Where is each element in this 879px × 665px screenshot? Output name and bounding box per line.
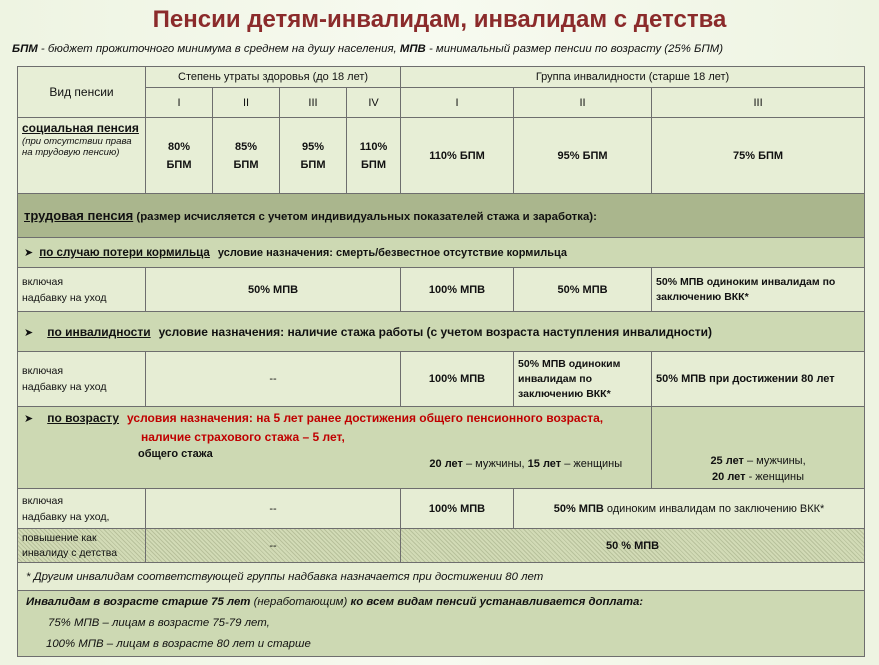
age-condition-2: наличие страхового стажа – 5 лет, (141, 430, 345, 444)
age-care-label (18, 489, 146, 529)
age-raise-row (18, 529, 865, 563)
social-group-2: 95% БПМ (514, 118, 652, 194)
breadwinner-deg: 50% МПВ (146, 268, 401, 312)
header-group: Группа инвалидности (старше 18 лет) (401, 67, 865, 88)
extra-line-1 (26, 592, 860, 613)
social-deg-2 (213, 118, 280, 194)
age-care-g23-bold: 50% МПВ (553, 502, 604, 515)
social-deg-3 (280, 118, 347, 194)
bpm-text: - бюджет прожиточного минимума в среднем на душу населения, (37, 43, 400, 55)
disability-g1: 100% МПВ (401, 352, 514, 407)
extra-line-3: 100% МПВ – лицам в возрасте 80 лет и старше (46, 638, 311, 650)
disability-care-l1: включая (22, 365, 64, 377)
age-raise-label (18, 529, 146, 563)
disability-care-l2: надбавку на уход (22, 381, 107, 393)
age-care-row (18, 489, 865, 529)
age-general-exp: общего стажа (138, 448, 213, 460)
extra-payment-cell (18, 591, 865, 657)
page-title: Пенсии детям-инвалидам, инвалидам с детства (152, 6, 727, 33)
age-exp-g12-b2: 15 лет (527, 458, 562, 470)
age-exp-g12-r2: – женщины (561, 458, 623, 470)
age-condition-1: условия назначения: на 5 лет ранее достижения общего пенсионного возраста, (127, 411, 604, 425)
social-deg-3-unit: БПМ (300, 158, 326, 171)
age-exp-g12-b1: 20 лет (429, 458, 463, 470)
social-group-3: 75% БПМ (652, 118, 865, 194)
social-deg-1 (146, 118, 213, 194)
age-raise-l1: повышение как (22, 531, 97, 544)
disability-care-label (18, 352, 146, 407)
bpm-abbr: БПМ (12, 43, 38, 55)
breadwinner-care-row (18, 268, 865, 312)
abbreviations-note (12, 43, 872, 55)
age-care-g1: 100% МПВ (401, 489, 514, 529)
social-note: (при отсутствии права на трудовую пенсию) (22, 136, 132, 158)
disability-condition: условие назначения: наличие стажа работы (с учетом возраста наступления инвалидности) (158, 324, 713, 339)
age-row (18, 407, 865, 489)
age-line-1 (18, 407, 604, 425)
age-care-g23 (514, 489, 865, 529)
arrow-icon: ➤ (24, 326, 34, 339)
extra-line-2: 75% МПВ – лицам в возрасте 75-79 лет, (48, 617, 270, 629)
group-3: III (652, 88, 865, 118)
social-deg-4-pct: 110% (359, 140, 388, 153)
age-exp-g12-r1: – мужчины, (462, 458, 528, 470)
social-deg-2-unit: БПМ (233, 158, 259, 171)
age-exp-g3-b2: 20 лет (712, 471, 746, 483)
mpv-abbr: МПВ (399, 43, 426, 55)
age-raise-l2: инвалиду с детства (22, 546, 118, 559)
breadwinner-g1: 100% МПВ (401, 268, 514, 312)
header-degree: Степень утраты здоровья (до 18 лет) (146, 67, 401, 88)
breadwinner-care-label (18, 268, 146, 312)
disability-row (18, 312, 865, 352)
age-care-g23-rest: одиноким инвалидам по заключению ВКК* (603, 502, 825, 515)
age-exp-g3 (652, 407, 865, 489)
social-label: социальная пенсия (22, 121, 139, 135)
social-pension-row (18, 118, 865, 194)
age-label: по возрасту (47, 411, 120, 425)
breadwinner-label: по случаю потери кормильца (39, 246, 210, 259)
arrow-icon: ➤ (24, 413, 34, 425)
header-row-1 (18, 67, 865, 88)
footnote: * Другим инвалидам соответствующей группы надбавка назначается при достижении 80 лет (18, 563, 865, 591)
degree-3: III (280, 88, 347, 118)
breadwinner-row (18, 238, 865, 268)
extra-payment-row (18, 591, 865, 657)
disability-g2: 50% МПВ одиноким инвалидам по заключению ВКК* (514, 352, 652, 407)
social-deg-4-unit: БПМ (361, 158, 386, 171)
labor-note: (размер исчисляется с учетом индивидуальных показателей стажа и заработка): (133, 211, 597, 223)
disability-deg: -- (146, 352, 401, 407)
breadwinner-cell (18, 238, 865, 268)
labor-pension-row (18, 194, 865, 238)
social-deg-1-unit: БПМ (166, 158, 192, 171)
age-exp-g3-r2: - женщины (745, 471, 805, 483)
group-2: II (514, 88, 652, 118)
age-care-deg: -- (146, 489, 401, 529)
extra-line1-end: ко всем видам пенсий устанавливается доплата: (350, 596, 644, 608)
extra-line1-mid: (неработающим) (250, 596, 351, 608)
social-pension-label (18, 118, 146, 194)
age-raise-groups: 50 % МПВ (401, 529, 865, 563)
social-deg-4 (347, 118, 401, 194)
breadwinner-g3: 50% МПВ одиноким инвалидам по заключению ВКК* (652, 268, 865, 312)
header-kind: Вид пенсии (18, 67, 146, 118)
disability-cell (18, 312, 865, 352)
breadwinner-care-l1: включая (22, 275, 64, 288)
age-exp-g3-b1: 25 лет (710, 455, 744, 467)
age-exp-g3-r1: – мужчины, (743, 455, 806, 467)
age-care-l1: включая (22, 494, 64, 507)
breadwinner-condition: условие назначения: смерть/безвестное отсутствие кормильца (217, 247, 567, 259)
degree-4: IV (347, 88, 401, 118)
age-raise-deg: -- (146, 529, 401, 563)
disability-label: по инвалидности (47, 324, 151, 339)
disability-g3: 50% МПВ при достижении 80 лет (652, 352, 865, 407)
degree-1: I (146, 88, 213, 118)
extra-line1-bold: Инвалидам в возрасте старше 75 лет (26, 596, 251, 608)
breadwinner-care-l2: надбавку на уход (22, 291, 107, 304)
degree-2: II (213, 88, 280, 118)
footnote-row (18, 563, 865, 591)
arrow-icon: ➤ (24, 247, 34, 259)
age-care-l2: надбавку на уход, (22, 510, 110, 523)
social-deg-3-pct: 95% (301, 140, 325, 153)
social-deg-1-pct: 80% (167, 140, 191, 153)
labor-pension-cell (18, 194, 865, 238)
group-1: I (401, 88, 514, 118)
mpv-text: - минимальный размер пенсии по возрасту (25% БПМ) (425, 43, 724, 55)
disability-care-row (18, 352, 865, 407)
labor-label: трудовая пенсия (24, 208, 134, 223)
header-row-2 (18, 88, 865, 118)
social-group-1: 110% БПМ (401, 118, 514, 194)
social-deg-2-pct: 85% (234, 140, 258, 153)
pension-table (17, 66, 865, 657)
breadwinner-g2: 50% МПВ (514, 268, 652, 312)
